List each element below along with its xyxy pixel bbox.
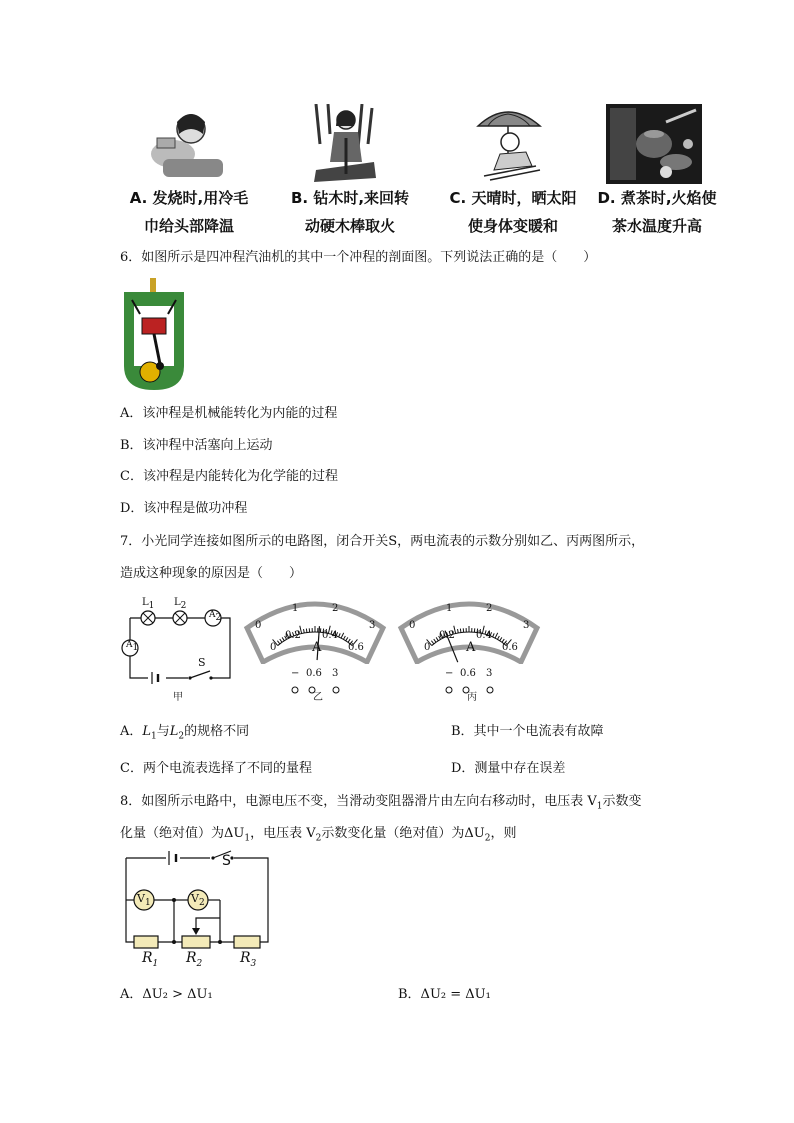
option-d-caption: D. 煮茶时,火焰使 茶水温度升高 [597, 189, 717, 235]
q6-stem: 6．如图所示是四冲程汽油机的其中一个冲程的剖面图。下列说法正确的是（ ） [120, 250, 597, 265]
meter-bing-tick-top-3: 3 [523, 620, 530, 631]
q8-label-v1: $V_1$ [137, 892, 151, 909]
q6-option-d: D．该冲程是做功冲程 [120, 501, 248, 516]
q8-stem-line2: 化量（绝对值）为$\Delta U_1$，电压表 $V_2$示数变化量（绝对值）为$\Delta U_2$，则 [120, 826, 517, 844]
meter-yi-tick-top-3: 3 [369, 620, 376, 631]
meter-bing-unit: A [466, 640, 476, 655]
q8-option-b: B．ΔU₂ = ΔU₁ [398, 987, 491, 1002]
q8-stem-line1: 8．如图所示电路中，电源电压不变，当滑动变阻器滑片由左向右移动时，电压表 $V_1$示数变 [120, 794, 642, 812]
meter-bing-terminal-neg: − [445, 668, 454, 679]
meter-bing-terminal-06: 0.6 [460, 668, 476, 679]
meter-yi-tick-bottom-3: 0.6 [348, 642, 364, 653]
meter-bing-tick-bottom-1: 0.2 [439, 630, 455, 641]
engine-diagram [120, 278, 188, 394]
meter-yi-tick-bottom-2: 0.4 [322, 630, 338, 641]
meter-yi-unit: A [312, 640, 322, 655]
label-a2: $A_2$ [209, 610, 222, 623]
meter-yi-tick-top-0: 0 [255, 620, 262, 631]
meter-bing-tick-top-0: 0 [409, 620, 416, 631]
meter-tick [460, 629, 461, 633]
q8-option-a: A．ΔU₂ > ΔU₁ [120, 987, 213, 1002]
option-d-illustration [606, 104, 702, 184]
q8-label-s: S [222, 853, 231, 869]
meter-bing-tick-bottom-0: 0 [424, 642, 431, 653]
q6-option-b: B．该冲程中活塞向上运动 [120, 438, 273, 453]
q6-option-c: C．该冲程是内能转化为化学能的过程 [120, 469, 338, 484]
meter-bing-tick-bottom-2: 0.4 [476, 630, 492, 641]
q7-stem-line1: 7．小光同学连接如图所示的电路图，闭合开关S，两电流表的示数分别如乙、丙两图所示， [120, 534, 645, 549]
meter-yi-terminal-3: 3 [332, 668, 339, 679]
label-l1: $L_1$ [142, 597, 155, 611]
meter-yi-tick-top-2: 2 [332, 603, 339, 614]
q8-label-v2: $V_2$ [191, 892, 205, 909]
label-switch-s: S [198, 656, 206, 669]
caption-jia: 甲 [173, 692, 183, 703]
option-b-caption: B. 钻木时,来回转 动硬木棒取火 [290, 189, 410, 235]
meter-yi-terminal-06: 0.6 [306, 668, 322, 679]
q8-label-r1: $R_1$ [142, 950, 159, 969]
meter-tick [306, 629, 307, 633]
option-b-illustration [306, 104, 380, 184]
q7-stem-line2: 造成这种现象的原因是（ ） [120, 566, 303, 581]
meter-yi-tick-top-1: 1 [292, 603, 299, 614]
meter-yi-tick-bottom-0: 0 [270, 642, 277, 653]
q6-option-a: A．该冲程是机械能转化为内能的过程 [120, 406, 338, 421]
option-c-illustration [470, 104, 548, 184]
q8-label-r2: $R_2$ [186, 950, 203, 969]
option-c-caption: C. 天晴时，晒太阳 使身体变暖和 [449, 189, 577, 235]
option-a-caption: A. 发烧时,用冷毛 巾给头部降温 [129, 189, 249, 235]
q8-label-r3: $R_3$ [240, 950, 257, 969]
meter-bing-tick-top-2: 2 [486, 603, 493, 614]
caption-bing: 丙 [467, 692, 477, 703]
option-a-illustration [143, 104, 231, 184]
meter-bing-tick-bottom-3: 0.6 [502, 642, 518, 653]
label-a1: $A_1$ [126, 640, 139, 653]
meter-yi-terminal-neg: − [291, 668, 300, 679]
q7-option-c: C．两个电流表选择了不同的量程 [120, 761, 312, 776]
q7-option-b: B．其中一个电流表有故障 [451, 724, 604, 739]
q7-option-d: D．测量中存在误差 [451, 761, 566, 776]
meter-bing-tick-top-1: 1 [446, 603, 453, 614]
meter-bing-terminal-3: 3 [486, 668, 493, 679]
meter-yi-tick-bottom-1: 0.2 [285, 630, 301, 641]
label-l2: $L_2$ [174, 597, 187, 611]
caption-yi: 乙 [313, 692, 323, 703]
q7-option-a: A．$L_1$与$L_2$的规格不同 [120, 724, 250, 742]
